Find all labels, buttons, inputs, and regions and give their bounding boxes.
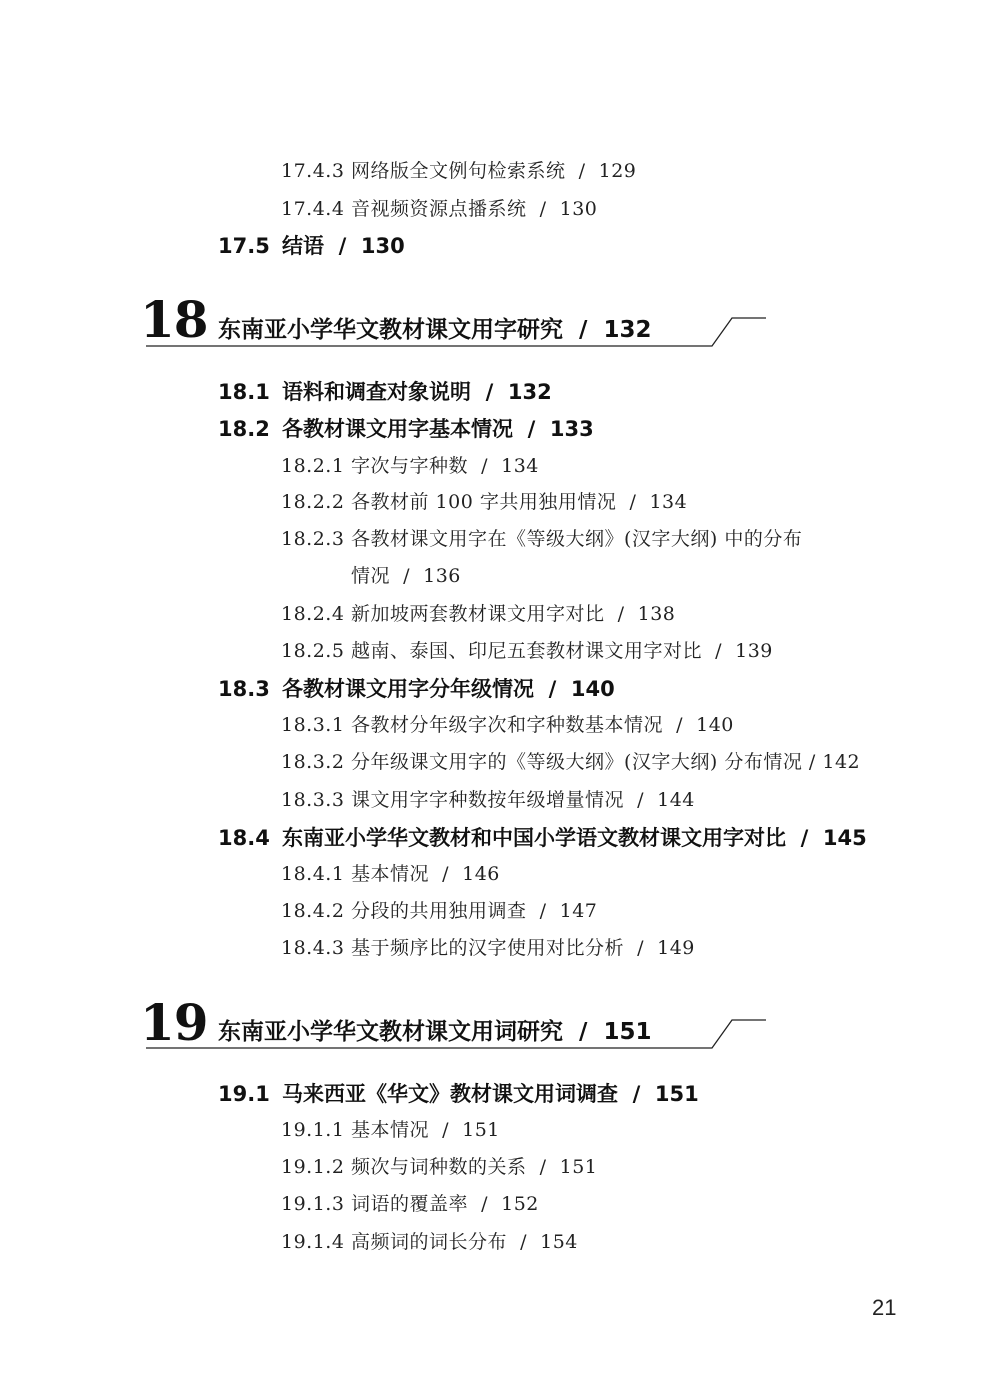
entry-page: 151 [462,1119,500,1141]
entry-title: 各教材分年级字次和字种数基本情况 [351,714,664,736]
chapter-number-18: 18 [140,290,208,349]
toc-section-17-5: 17.5 结语 / 130 [218,234,405,258]
entry-number: 19.1.2 [281,1156,345,1178]
entry-number: 18.2.1 [281,455,345,477]
section-page: 145 [822,826,867,850]
section-title: 各教材课文用字基本情况 [282,417,513,441]
entry-page: 139 [735,640,773,662]
entry-number: 18.3.3 [281,789,345,811]
entry-title: 基本情况 [351,1119,430,1141]
entry-page: 134 [649,491,688,513]
section-number: 19.1 [218,1082,270,1106]
entry-title: 各教材前 100 字共用独用情况 [351,491,617,513]
entry-number: 18.2.5 [281,640,345,662]
chapter-number-19: 19 [140,993,208,1052]
entry-number: 18.2.2 [281,491,345,513]
entry-page: 140 [696,714,734,736]
entry-page: 142 [822,751,861,773]
toc-entry-19-1-4: 19.1.4 高频词的词长分布 / 154 [281,1231,578,1253]
entry-page: 130 [559,198,598,220]
toc-entry-18-4-3: 18.4.3 基于频序比的汉字使用对比分析 / 149 [281,937,695,959]
toc-entry-18-4-1: 18.4.1 基本情况 / 146 [281,863,500,885]
section-page: 132 [507,380,552,404]
entry-title: 基本情况 [351,863,430,885]
toc-entry-18-2-1: 18.2.1 字次与字种数 / 134 [281,455,539,477]
chapter-rule-19 [146,1016,768,1050]
section-number: 18.4 [218,826,270,850]
section-page: 140 [570,677,615,701]
section-number: 18.3 [218,677,270,701]
section-page: 151 [654,1082,699,1106]
section-number: 18.2 [218,417,270,441]
entry-page: 146 [462,863,500,885]
chapter-rule-18 [146,314,768,348]
entry-title: 各教材课文用字在《等级大纲》(汉字大纲) 中的分布 [351,528,803,550]
section-title: 结语 [282,234,324,258]
toc-section-18-3: 18.3 各教材课文用字分年级情况 / 140 [218,677,615,701]
entry-page: 134 [501,455,539,477]
entry-number: 18.4.3 [281,937,345,959]
entry-title: 网络版全文例句检索系统 [351,160,566,182]
toc-section-18-2: 18.2 各教材课文用字基本情况 / 133 [218,417,594,441]
entry-title: 分年级课文用字的《等级大纲》(汉字大纲) 分布情况 [351,751,803,773]
entry-title: 字次与字种数 [351,455,469,477]
toc-entry-19-1-1: 19.1.1 基本情况 / 151 [281,1119,500,1141]
section-page: 133 [549,417,594,441]
toc-entry-17-4-3: 17.4.3 网络版全文例句检索系统 / 129 [281,160,637,182]
section-page: 130 [360,234,405,258]
toc-section-18-4: 18.4 东南亚小学华文教材和中国小学语文教材课文用字对比 / 145 [218,826,867,850]
entry-title: 频次与词种数的关系 [351,1156,527,1178]
page-number: 21 [872,1295,897,1320]
toc-entry-18-3-3: 18.3.3 课文用字字种数按年级增量情况 / 144 [281,789,695,811]
entry-page: 151 [559,1156,598,1178]
entry-number: 18.2.4 [281,603,345,625]
entry-page: 152 [501,1193,539,1215]
entry-number: 19.1.1 [281,1119,345,1141]
toc-entry-18-4-2: 18.4.2 分段的共用独用调查 / 147 [281,900,598,922]
entry-page: 136 [423,565,461,587]
toc-entry-18-3-1: 18.3.1 各教材分年级字次和字种数基本情况 / 140 [281,714,734,736]
chapter-page: 132 [603,317,652,343]
toc-entry-18-2-5: 18.2.5 越南、泰国、印尼五套教材课文用字对比 / 139 [281,640,773,662]
entry-page: 147 [559,900,598,922]
entry-title: 词语的覆盖率 [351,1193,469,1215]
entry-number: 18.4.2 [281,900,345,922]
entry-page: 144 [657,789,695,811]
entry-number: 18.4.1 [281,863,345,885]
entry-number: 19.1.4 [281,1231,345,1253]
entry-page: 129 [598,160,637,182]
entry-title: 越南、泰国、印尼五套教材课文用字对比 [351,640,703,662]
toc-entry-18-2-2: 18.2.2 各教材前 100 字共用独用情况 / 134 [281,491,688,513]
entry-number: 18.3.2 [281,751,345,773]
entry-title: 音视频资源点播系统 [351,198,527,220]
entry-number: 17.4.4 [281,198,345,220]
toc-section-19-1: 19.1 马来西亚《华文》教材课文用词调查 / 151 [218,1082,699,1106]
section-title: 语料和调查对象说明 [282,380,471,404]
chapter-title-18: 东南亚小学华文教材课文用字研究 / 132 [218,317,652,343]
toc-entry-18-2-3-continued: 情况 / 136 [351,565,461,587]
toc-section-18-1: 18.1 语料和调查对象说明 / 132 [218,380,552,404]
entry-page: 138 [637,603,676,625]
section-number: 17.5 [218,234,270,258]
section-number: 18.1 [218,380,270,404]
toc-entry-19-1-3: 19.1.3 词语的覆盖率 / 152 [281,1193,539,1215]
entry-page: 154 [540,1231,578,1253]
section-title: 马来西亚《华文》教材课文用词调查 [282,1082,618,1106]
toc-entry-18-3-2: 18.3.2 分年级课文用字的《等级大纲》(汉字大纲) 分布情况 / 142 [281,751,861,773]
entry-number: 17.4.3 [281,160,345,182]
section-title: 东南亚小学华文教材和中国小学语文教材课文用字对比 [282,826,786,850]
chapter-title-19: 东南亚小学华文教材课文用词研究 / 151 [218,1019,652,1045]
entry-title: 基于频序比的汉字使用对比分析 [351,937,625,959]
toc-entry-18-2-3 [281,524,802,551]
entry-number: 18.3.1 [281,714,345,736]
entry-title: 高频词的词长分布 [351,1231,508,1253]
entry-title: 课文用字字种数按年级增量情况 [351,789,625,811]
entry-number: 18.2.3 [281,528,345,550]
entry-title: 分段的共用独用调查 [351,900,527,922]
entry-page: 149 [657,937,695,959]
entry-title: 新加坡两套教材课文用字对比 [351,603,605,625]
chapter-page: 151 [603,1019,652,1045]
toc-entry-17-4-4: 17.4.4 音视频资源点播系统 / 130 [281,198,598,220]
section-title: 各教材课文用字分年级情况 [282,677,534,701]
toc-entry-19-1-2: 19.1.2 频次与词种数的关系 / 151 [281,1156,598,1178]
entry-title-continued: 情况 [351,565,391,587]
toc-entry-18-2-4: 18.2.4 新加坡两套教材课文用字对比 / 138 [281,603,676,625]
entry-number: 19.1.3 [281,1193,345,1215]
